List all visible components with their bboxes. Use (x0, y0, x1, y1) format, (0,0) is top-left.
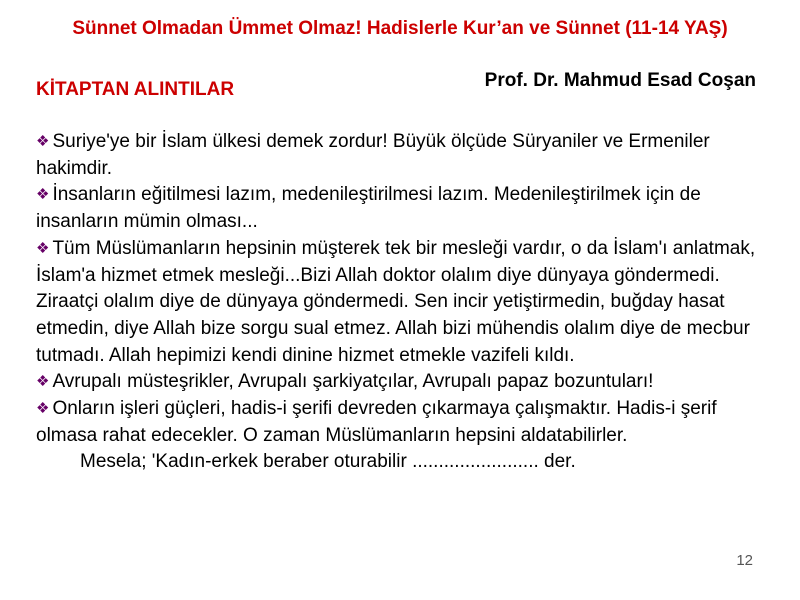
list-item (36, 236, 766, 370)
list-item-text: Avrupalı müsteşrikler, Avrupalı şarkiyatçılar, Avrupalı papaz bozuntuları! (52, 371, 654, 393)
list-item (36, 129, 766, 182)
diamond-cluster-icon: ❖ (36, 239, 50, 257)
diamond-cluster-icon: ❖ (36, 133, 50, 150)
list-item (36, 182, 766, 235)
slide-title: Sünnet Olmadan Ümmet Olmaz! Hadislerle Kur’an ve Sünnet (11-14 YAŞ) (72, 18, 728, 39)
example-line: Mesela; 'Kadın-erkek beraber oturabilir ........................ der. (80, 451, 576, 473)
page-number: 12 (736, 552, 753, 569)
list-item-text: Tüm Müslümanların hepsinin müşterek tek bir mesleği vardır, o da İslam'ı anlatmak, İslam'a hizmet etmek mesleği...Bizi Allah doktor olalım diye dünyaya göndermedi. Ziraatçi olalım diye de dünyaya göndermedi. Sen incir yetiştirmedin, buğday hasat etmedin, diye Allah bize sorgu sual etmez. Allah bizi mühendis olalım diye de mecbur tutmadı. Allah hepimizi kendi dinine hizmet etmekle vazifeli kıldı. (36, 237, 756, 366)
list-item (36, 369, 766, 396)
diamond-cluster-icon: ❖ (36, 373, 50, 391)
list-item-text: Onların işleri güçleri, hadis-i şerifi devreden çıkarmaya çalışmaktır. Hadis-i şerif olmasa rahat edecekler. O zaman Müslümanların hepsini aldatabilirler. (36, 398, 717, 446)
quote-list (36, 129, 766, 476)
diamond-cluster-icon: ❖ (36, 400, 50, 418)
list-item-text: İnsanların eğitilmesi lazım, medenileştirilmesi lazım. Medenileştirilmek için de insanların mümin olması... (36, 184, 701, 233)
author-name: Prof. Dr. Mahmud Esad Coşan (484, 70, 756, 91)
diamond-cluster-icon: ❖ (36, 186, 50, 204)
section-heading: KİTAPTAN ALINTILAR (36, 79, 235, 100)
list-item (36, 396, 766, 449)
list-item-text: Suriye'ye bir İslam ülkesi demek zordur! Büyük ölçüde Süryaniler ve Ermeniler hakimdir. (36, 131, 710, 179)
